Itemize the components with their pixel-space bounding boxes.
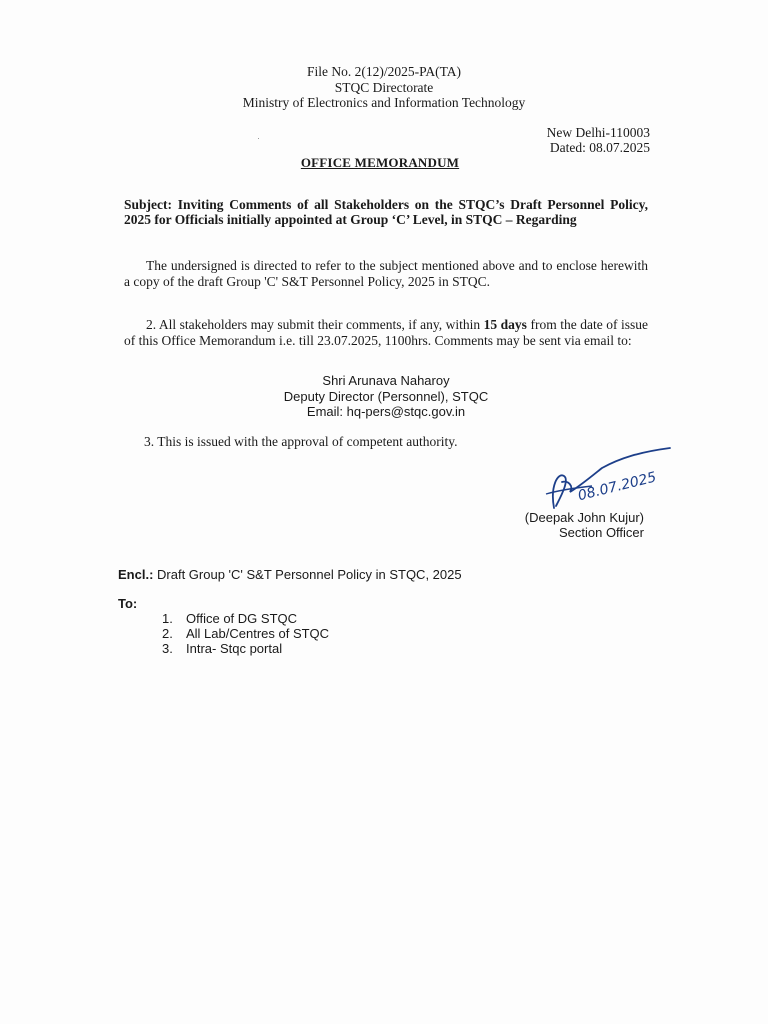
list-text: Office of DG STQC bbox=[186, 611, 298, 626]
deadline-days: 15 days bbox=[483, 317, 527, 332]
scan-speck bbox=[258, 138, 259, 139]
paragraph-1: The undersigned is directed to refer to the subject mentioned above and to enclose herewith a copy of the draft Group 'C' S&T Personnel Policy, 2025 in STQC. bbox=[124, 258, 648, 289]
signature-date: 08.07.2025 bbox=[576, 469, 659, 505]
date: Dated: 08.07.2025 bbox=[549, 140, 650, 155]
list-item bbox=[162, 641, 329, 656]
signature-mark-icon bbox=[540, 446, 690, 518]
signatory-designation: Section Officer bbox=[558, 525, 644, 540]
ministry-name: Ministry of Electronics and Information Technology bbox=[242, 95, 526, 110]
contact-name: Shri Arunava Naharoy bbox=[322, 373, 450, 388]
enclosure-text: Draft Group 'C' S&T Personnel Policy in STQC, 2025 bbox=[153, 567, 462, 582]
list-item bbox=[162, 611, 329, 626]
paragraph-2-text: 2. All stakeholders may submit their comments, if any, within bbox=[146, 317, 484, 332]
signatory-name: (Deepak John Kujur) bbox=[524, 510, 644, 525]
list-text: Intra- Stqc portal bbox=[186, 641, 283, 656]
list-number: 1. bbox=[162, 611, 173, 626]
file-number: File No. 2(12)/2025-PA(TA) bbox=[306, 64, 462, 79]
directorate-name: STQC Directorate bbox=[334, 80, 434, 95]
place: New Delhi-110003 bbox=[546, 125, 650, 140]
memo-title: OFFICE MEMORANDUM bbox=[300, 155, 460, 170]
list-number: 3. bbox=[162, 641, 173, 656]
enclosure bbox=[118, 567, 462, 582]
paragraph-2-text-cont: from the date of issue of this Office Memorandum i.e. till 23.07.2025, 1100hrs. Comments may be sent via email to: bbox=[124, 317, 648, 348]
paragraph-2 bbox=[124, 317, 648, 349]
list-text: All Lab/Centres of STQC bbox=[186, 626, 330, 641]
contact-designation: Deputy Director (Personnel), STQC bbox=[283, 389, 489, 404]
paragraph-3: 3. This is issued with the approval of competent authority. bbox=[144, 434, 458, 449]
enclosure-label: Encl.: bbox=[118, 567, 154, 582]
distribution-list bbox=[162, 611, 329, 656]
to-label: To: bbox=[118, 596, 138, 611]
list-item bbox=[162, 626, 329, 641]
subject: Subject: Inviting Comments of all Stakeholders on the STQC’s Draft Personnel Policy, 2025 for Officials initially appointed at Group ‘C’ Level, in STQC – Regarding bbox=[124, 197, 648, 227]
list-number: 2. bbox=[162, 626, 173, 641]
contact-email: Email: hq-pers@stqc.gov.in bbox=[306, 404, 466, 419]
